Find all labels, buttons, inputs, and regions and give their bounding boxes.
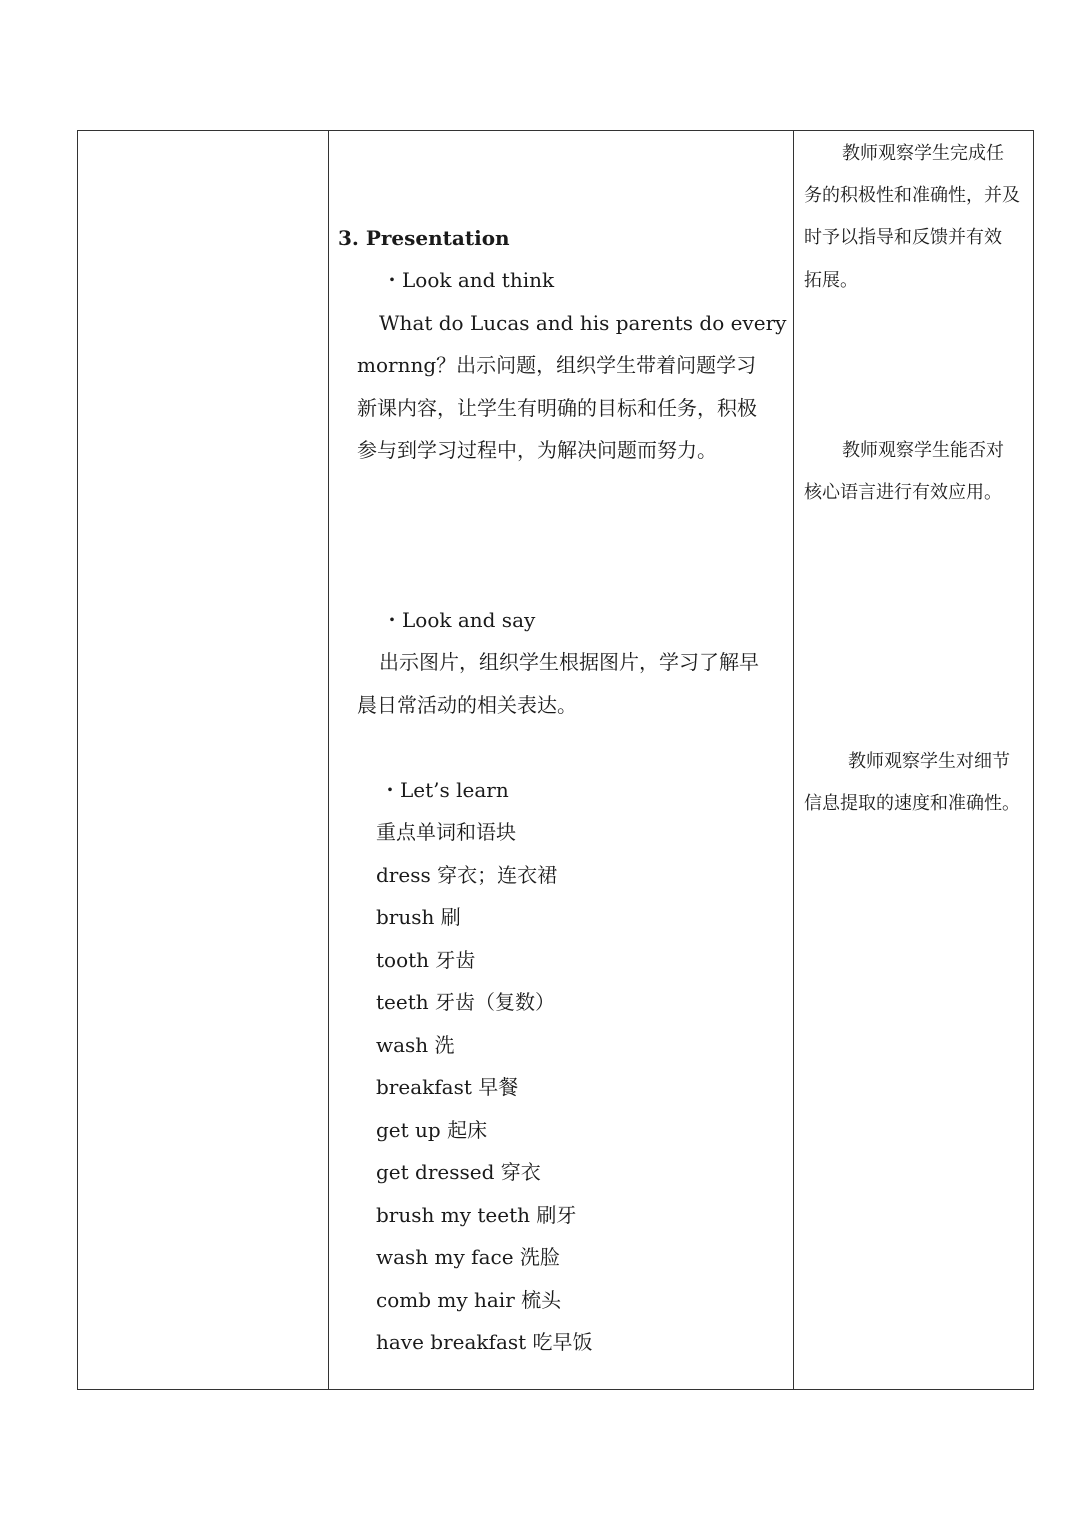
vocab-item: get dressed 穿衣 — [376, 1160, 541, 1184]
note-1-line-3: 时予以指导和反馈并有效 — [804, 227, 1002, 248]
vocab-item: breakfast 早餐 — [376, 1075, 519, 1099]
vocab-item: get up 起床 — [376, 1118, 488, 1142]
vocab-item: tooth 牙齿 — [376, 948, 476, 972]
vocab-item: wash 洗 — [376, 1033, 455, 1057]
lets-learn-title: ・Let’s learn — [380, 778, 509, 802]
note-2-line-2: 核心语言进行有效应用。 — [804, 482, 1002, 503]
look-think-line-4: 参与到学习过程中，为解决问题而努力。 — [357, 438, 717, 462]
look-say-line-2: 晨日常活动的相关表达。 — [357, 693, 577, 717]
look-say-line-1: 出示图片，组织学生根据图片，学习了解早 — [379, 650, 759, 674]
note-1-line-4: 拓展。 — [804, 270, 858, 291]
note-3-line-2: 信息提取的速度和准确性。 — [804, 793, 1020, 814]
note-1-line-2: 务的积极性和准确性，并及 — [804, 185, 1020, 206]
note-3-line-1: 教师观察学生对细节 — [848, 751, 1010, 772]
vocab-item: brush 刷 — [376, 905, 461, 929]
vocab-item: wash my face 洗脸 — [376, 1245, 560, 1269]
column-divider-left — [328, 131, 329, 1389]
vocab-item: 重点单词和语块 — [376, 820, 516, 844]
note-2-line-1: 教师观察学生能否对 — [842, 440, 1004, 461]
look-think-title: ・Look and think — [382, 268, 555, 292]
note-1-line-1: 教师观察学生完成任 — [842, 143, 1004, 164]
look-say-title: ・Look and say — [382, 608, 536, 632]
section-heading: 3. Presentation — [338, 226, 510, 250]
column-divider-right — [793, 131, 794, 1389]
vocab-item: dress 穿衣；连衣裙 — [376, 863, 558, 887]
vocab-item: comb my hair 梳头 — [376, 1288, 562, 1312]
vocab-item: brush my teeth 刷牙 — [376, 1203, 577, 1227]
vocab-item: teeth 牙齿（复数） — [376, 990, 555, 1014]
look-think-line-1: What do Lucas and his parents do every — [379, 311, 787, 335]
vocab-item: have breakfast 吃早饭 — [376, 1330, 593, 1354]
look-think-line-3: 新课内容，让学生有明确的目标和任务，积极 — [357, 396, 757, 420]
look-think-line-2: mornng？出示问题，组织学生带着问题学习 — [357, 353, 757, 377]
